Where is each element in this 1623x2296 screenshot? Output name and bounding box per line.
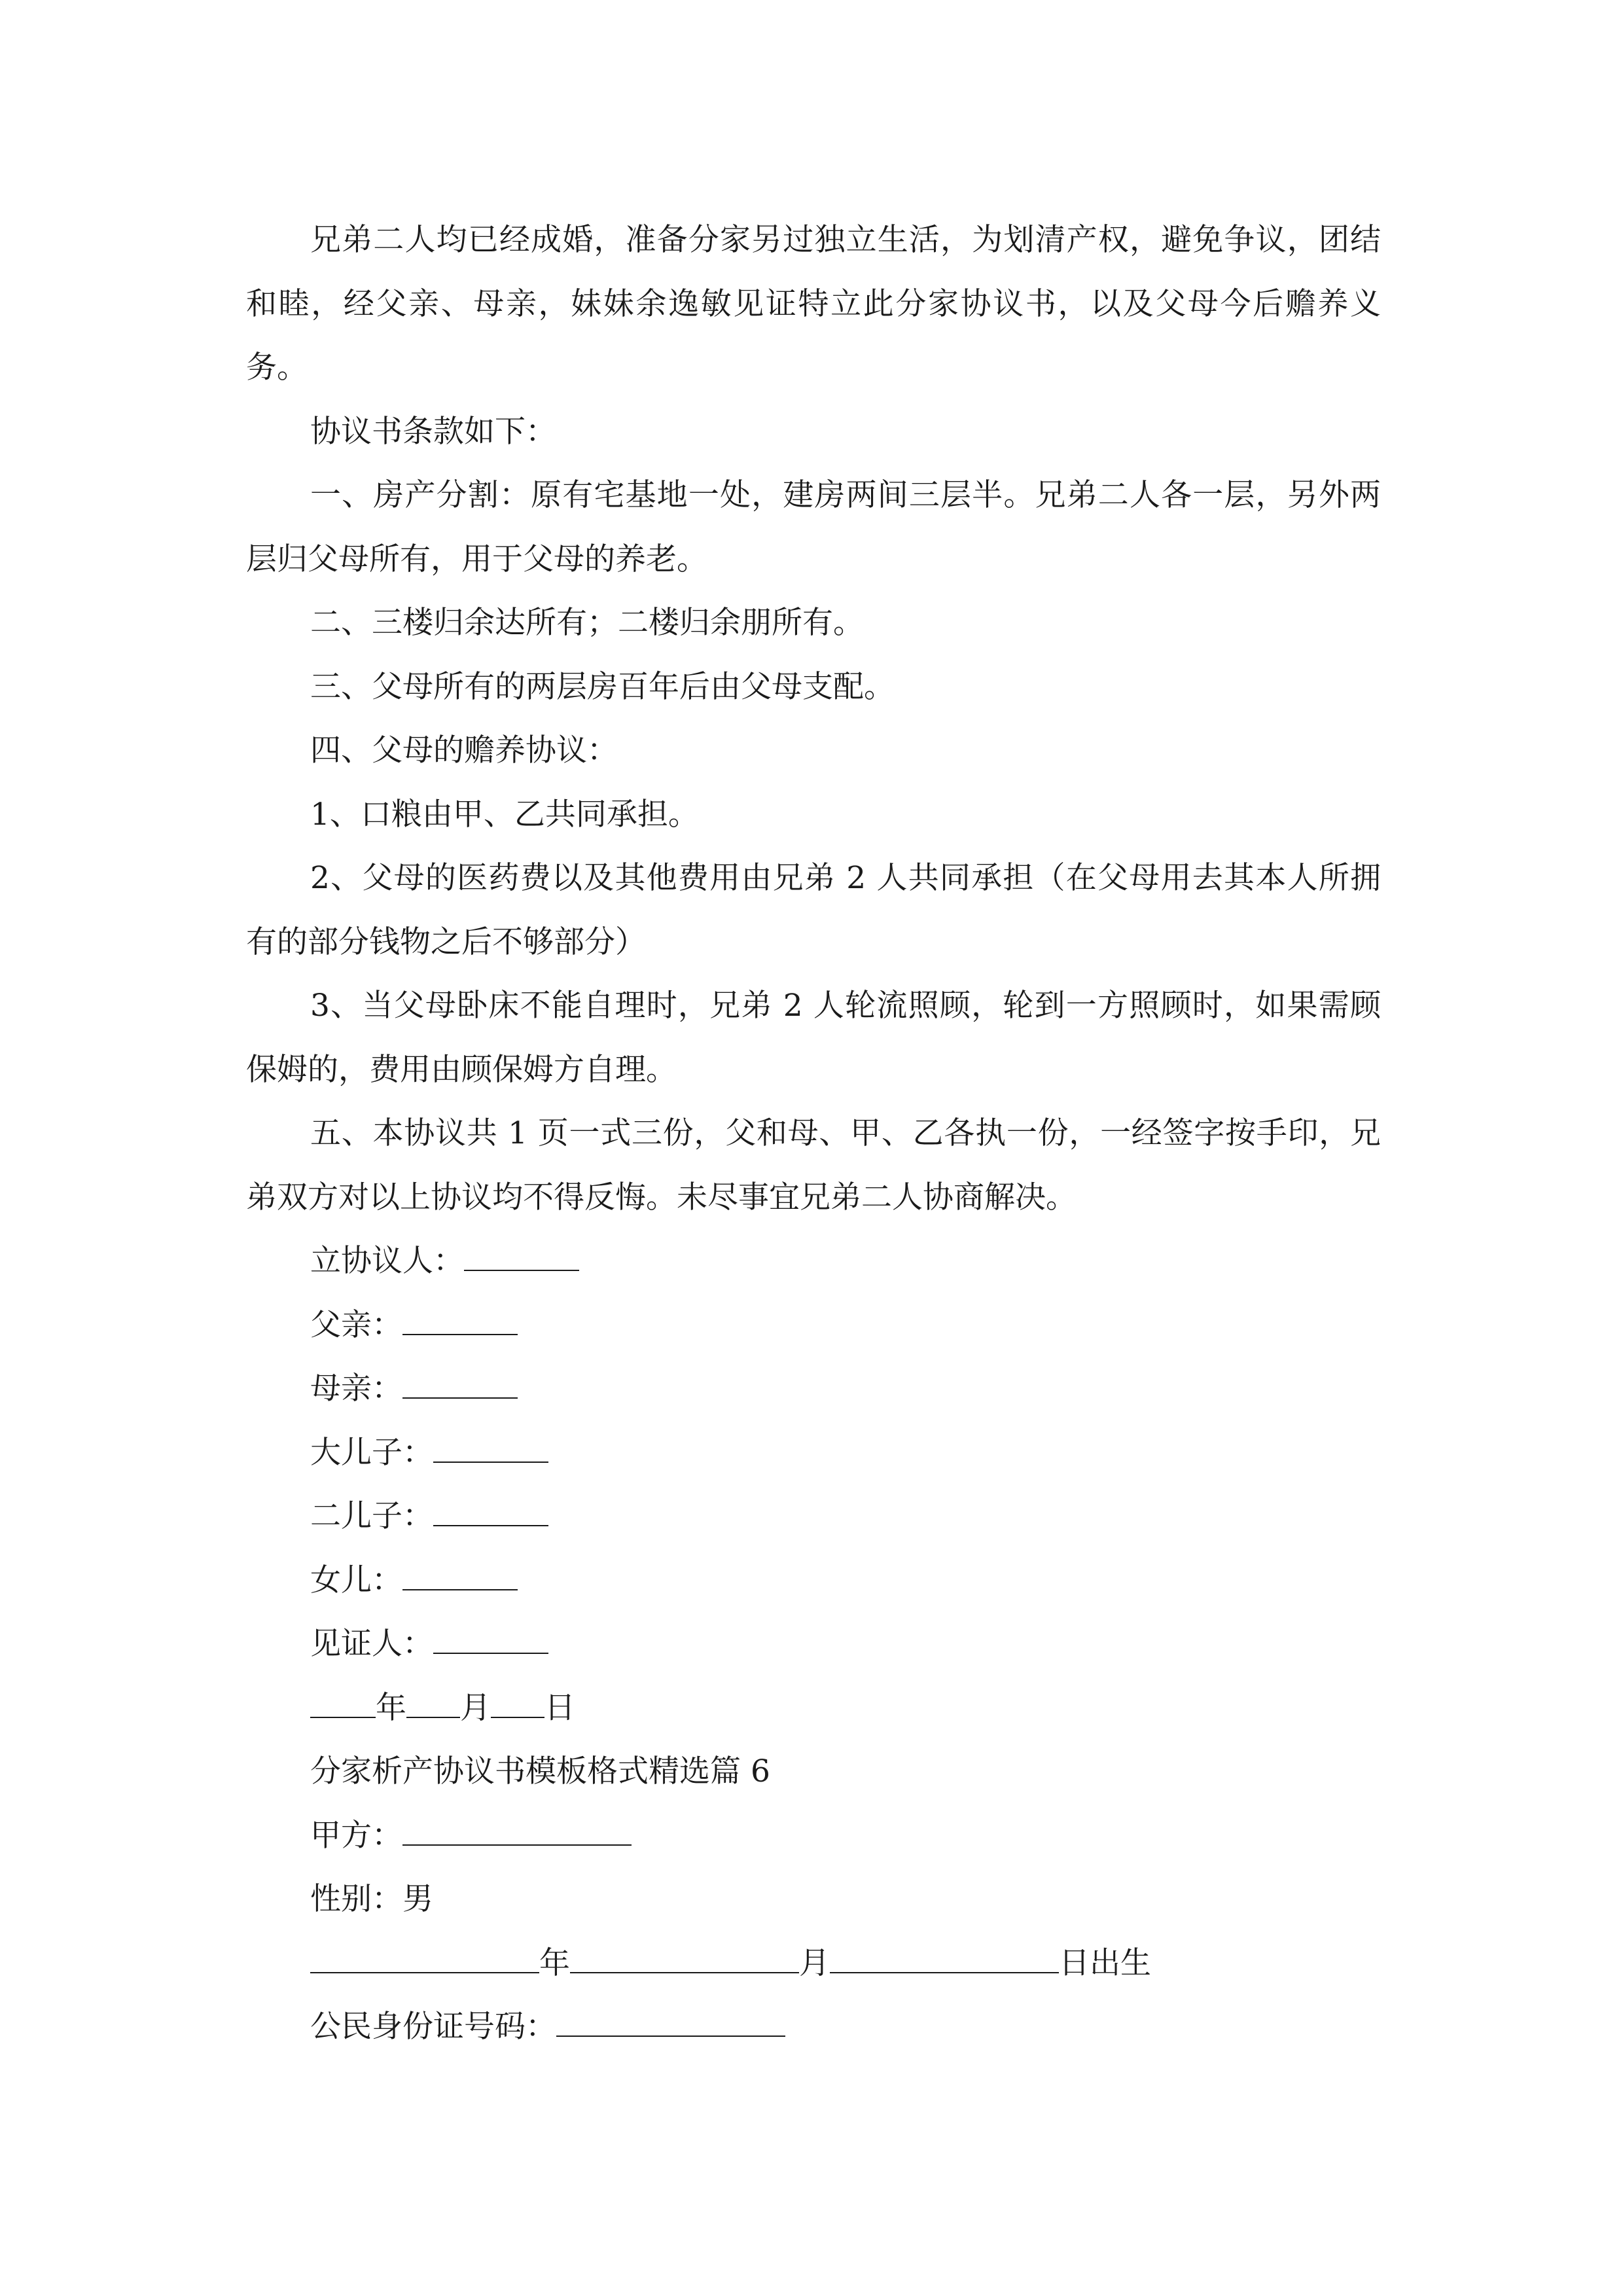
document-body: [246, 208, 1381, 2059]
party-a-blank[interactable]: [402, 1813, 632, 1846]
birth-year-label: 年: [539, 1945, 570, 1981]
date-year-blank[interactable]: [310, 1685, 376, 1718]
signature-blank-daughter[interactable]: [402, 1558, 518, 1590]
birth-date-line: [246, 1931, 1381, 1996]
id-number-label: 公民身份证号码：: [310, 2009, 556, 2045]
signature-blank-witness[interactable]: [433, 1621, 548, 1654]
signature-blank-mother[interactable]: [402, 1366, 518, 1399]
clauses-heading: 协议书条款如下：: [310, 413, 556, 450]
party-a-line: [246, 1804, 1381, 1868]
signature-blank-party[interactable]: [464, 1238, 579, 1271]
date-line: [246, 1676, 1381, 1740]
signature-line-father: [246, 1293, 1381, 1357]
id-number-line: [246, 1995, 1381, 2059]
date-year-label: 年: [376, 1689, 406, 1726]
birth-year-blank[interactable]: [310, 1941, 539, 1973]
signature-line-elder-son: [246, 1421, 1381, 1485]
signature-label-elder-son: 大儿子：: [310, 1434, 433, 1471]
sub-clause-2-medical: 2、父母的医药费以及其他费用由兄弟 2 人共同承担（在父母用去其本人所拥有的部分钱物之后不够部分）: [246, 860, 1381, 960]
gender-line: 性别：男: [310, 1881, 433, 1917]
signature-line-party: [246, 1229, 1381, 1293]
clause-2-floor-ownership: 二、三楼归余达所有；二楼归余朋所有。: [310, 605, 864, 641]
birth-month-blank[interactable]: [570, 1941, 799, 1973]
clause-5-copies: 五、本协议共 1 页一式三份，父和母、甲、乙各执一份，一经签字按手印，兄弟双方对以上协议均不得反悔。未尽事宜兄弟二人协商解决。: [246, 1115, 1381, 1215]
intro-paragraph: 兄弟二人均已经成婚，准备分家另过独立生活，为划清产权，避免争议，团结和睦，经父亲、母亲，妹妹余逸敏见证特立此分家协议书，以及父母今后赡养义务。: [246, 222, 1381, 386]
clause-4-support-agreement: 四、父母的赡养协议：: [310, 732, 618, 768]
signature-blank-father[interactable]: [402, 1302, 518, 1335]
birth-day-blank[interactable]: [830, 1941, 1059, 1973]
signature-line-witness: [246, 1612, 1381, 1676]
party-a-label: 甲方：: [310, 1817, 402, 1854]
clause-1-property-division: 一、房产分割：原有宅基地一处，建房两间三层半。兄弟二人各一层，另外两层归父母所有，用于父母的养老。: [246, 477, 1381, 577]
signature-blank-second-son[interactable]: [433, 1494, 548, 1526]
signature-line-daughter: [246, 1549, 1381, 1613]
date-day-label: 日: [544, 1689, 575, 1726]
birth-day-label: 日出生: [1059, 1945, 1151, 1981]
signature-line-mother: [246, 1357, 1381, 1421]
date-month-blank[interactable]: [406, 1685, 460, 1718]
sub-clause-1-food: 1、口粮由甲、乙共同承担。: [310, 796, 699, 833]
date-month-label: 月: [460, 1689, 491, 1726]
signature-label-second-son: 二儿子：: [310, 1498, 433, 1534]
id-number-blank[interactable]: [556, 2004, 785, 2037]
signature-label-father: 父亲：: [310, 1306, 402, 1343]
signature-label-party: 立协议人：: [310, 1243, 464, 1279]
sub-clause-3-care: 3、当父母卧床不能自理时，兄弟 2 人轮流照顾，轮到一方照顾时，如果需顾保姆的，费用由顾保姆方自理。: [246, 988, 1381, 1088]
birth-month-label: 月: [799, 1945, 830, 1981]
clause-3-parents-floors: 三、父母所有的两层房百年后由父母支配。: [310, 668, 895, 705]
date-day-blank[interactable]: [491, 1685, 544, 1718]
next-section-title: 分家析产协议书模板格式精选篇 6: [310, 1753, 770, 1789]
signature-label-mother: 母亲：: [310, 1371, 402, 1407]
signature-label-daughter: 女儿：: [310, 1562, 402, 1598]
signature-label-witness: 见证人：: [310, 1626, 433, 1662]
signature-line-second-son: [246, 1484, 1381, 1549]
signature-blank-elder-son[interactable]: [433, 1430, 548, 1463]
